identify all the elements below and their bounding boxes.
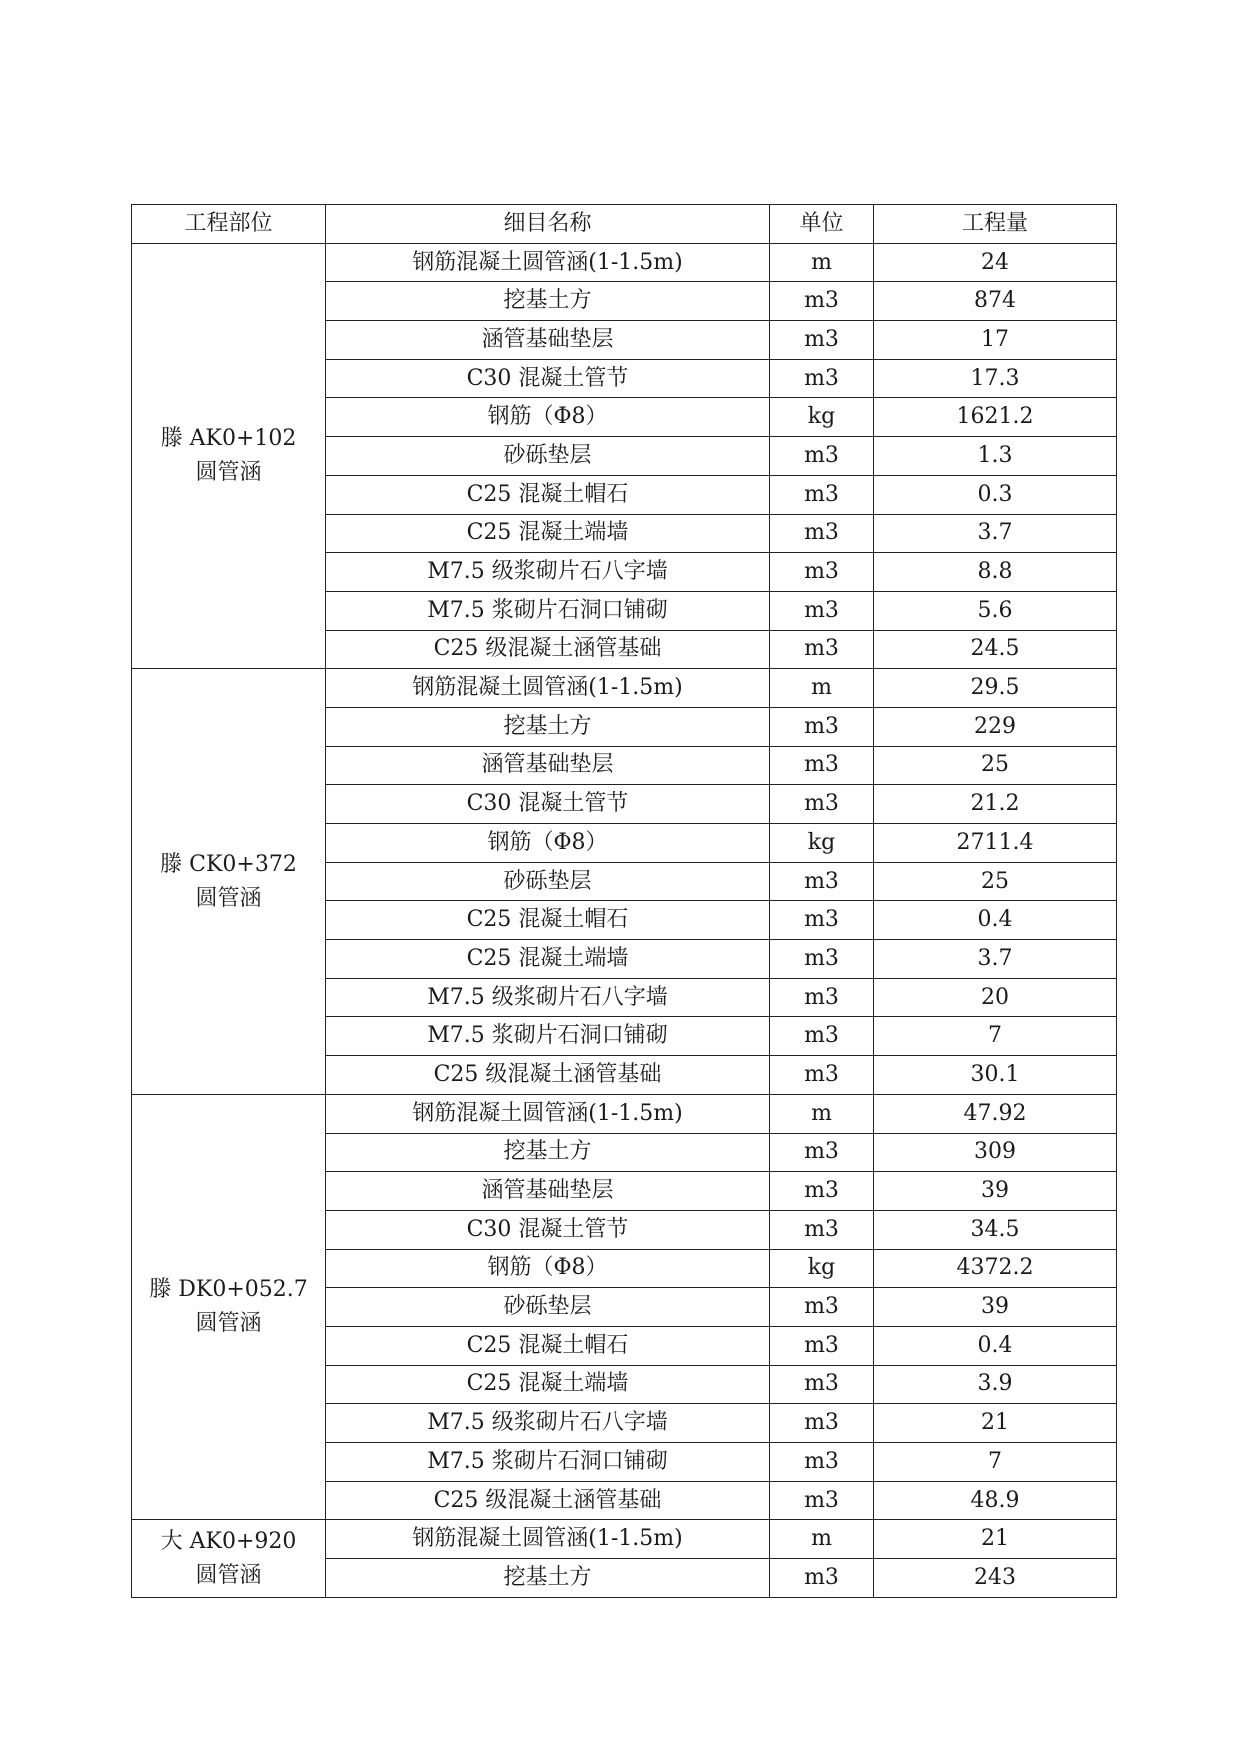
item-name-cell: C25 混凝土帽石	[326, 901, 770, 940]
unit-cell: m3	[770, 1481, 874, 1520]
header-item: 细目名称	[326, 205, 770, 244]
unit-cell: m3	[770, 707, 874, 746]
quantity-cell: 21.2	[874, 785, 1117, 824]
quantity-cell: 229	[874, 707, 1117, 746]
item-name-cell: C25 混凝土端墙	[326, 940, 770, 979]
item-name-cell: C25 级混凝土涵管基础	[326, 1481, 770, 1520]
item-name-cell: M7.5 浆砌片石洞口铺砌	[326, 1017, 770, 1056]
quantity-cell: 48.9	[874, 1481, 1117, 1520]
item-name-cell: 钢筋混凝土圆管涵(1-1.5m)	[326, 1094, 770, 1133]
quantity-cell: 20	[874, 978, 1117, 1017]
item-name-cell: M7.5 级浆砌片石八字墙	[326, 1404, 770, 1443]
quantity-cell: 29.5	[874, 669, 1117, 708]
unit-cell: m3	[770, 862, 874, 901]
project-part-cell: 滕 DK0+052.7 圆管涵	[132, 1094, 326, 1520]
unit-cell: m	[770, 243, 874, 282]
unit-cell: m3	[770, 1288, 874, 1327]
quantity-cell: 25	[874, 746, 1117, 785]
unit-cell: m3	[770, 1017, 874, 1056]
unit-cell: m3	[770, 1056, 874, 1095]
quantity-cell: 17.3	[874, 359, 1117, 398]
table-row	[132, 1094, 1117, 1133]
item-name-cell: M7.5 浆砌片石洞口铺砌	[326, 1443, 770, 1482]
unit-cell: m3	[770, 746, 874, 785]
item-name-cell: C25 混凝土端墙	[326, 1365, 770, 1404]
item-name-cell: 钢筋混凝土圆管涵(1-1.5m)	[326, 1520, 770, 1559]
item-name-cell: C30 混凝土管节	[326, 785, 770, 824]
header-unit: 单位	[770, 205, 874, 244]
unit-cell: m3	[770, 901, 874, 940]
unit-cell: kg	[770, 1249, 874, 1288]
quantity-cell: 3.7	[874, 514, 1117, 553]
project-part-cell: 大 AK0+920 圆管涵	[132, 1520, 326, 1597]
item-name-cell: 砂砾垫层	[326, 862, 770, 901]
item-name-cell: M7.5 级浆砌片石八字墙	[326, 978, 770, 1017]
item-name-cell: 涵管基础垫层	[326, 746, 770, 785]
item-name-cell: C25 级混凝土涵管基础	[326, 630, 770, 669]
item-name-cell: C25 混凝土帽石	[326, 1326, 770, 1365]
item-name-cell: 钢筋混凝土圆管涵(1-1.5m)	[326, 243, 770, 282]
project-part-cell: 滕 AK0+102 圆管涵	[132, 243, 326, 669]
item-name-cell: 钢筋（Φ8）	[326, 824, 770, 863]
item-name-cell: C30 混凝土管节	[326, 359, 770, 398]
unit-cell: m	[770, 1094, 874, 1133]
quantity-cell: 874	[874, 282, 1117, 321]
unit-cell: kg	[770, 824, 874, 863]
quantity-cell: 24.5	[874, 630, 1117, 669]
quantity-cell: 24	[874, 243, 1117, 282]
quantity-cell: 17	[874, 321, 1117, 360]
quantity-cell: 39	[874, 1288, 1117, 1327]
quantity-cell: 243	[874, 1559, 1117, 1598]
quantity-cell: 4372.2	[874, 1249, 1117, 1288]
unit-cell: m3	[770, 359, 874, 398]
item-name-cell: 砂砾垫层	[326, 437, 770, 476]
quantity-cell: 21	[874, 1404, 1117, 1443]
quantity-cell: 5.6	[874, 591, 1117, 630]
unit-cell: kg	[770, 398, 874, 437]
item-name-cell: 挖基土方	[326, 707, 770, 746]
unit-cell: m	[770, 669, 874, 708]
table-row	[132, 243, 1117, 282]
unit-cell: m3	[770, 321, 874, 360]
item-name-cell: 挖基土方	[326, 282, 770, 321]
quantity-cell: 34.5	[874, 1210, 1117, 1249]
unit-cell: m3	[770, 1133, 874, 1172]
item-name-cell: 涵管基础垫层	[326, 321, 770, 360]
quantity-table	[131, 204, 1117, 1598]
item-name-cell: 钢筋（Φ8）	[326, 1249, 770, 1288]
item-name-cell: 挖基土方	[326, 1133, 770, 1172]
item-name-cell: 涵管基础垫层	[326, 1172, 770, 1211]
table-body	[132, 243, 1117, 1597]
header-qty: 工程量	[874, 205, 1117, 244]
item-name-cell: 钢筋（Φ8）	[326, 398, 770, 437]
quantity-cell: 3.7	[874, 940, 1117, 979]
quantity-cell: 0.4	[874, 901, 1117, 940]
quantity-cell: 1621.2	[874, 398, 1117, 437]
table-row	[132, 1520, 1117, 1559]
unit-cell: m3	[770, 475, 874, 514]
quantity-cell: 25	[874, 862, 1117, 901]
unit-cell: m3	[770, 1172, 874, 1211]
item-name-cell: C30 混凝土管节	[326, 1210, 770, 1249]
unit-cell: m3	[770, 785, 874, 824]
quantity-cell: 0.3	[874, 475, 1117, 514]
quantity-cell: 47.92	[874, 1094, 1117, 1133]
unit-cell: m3	[770, 1443, 874, 1482]
quantity-cell: 7	[874, 1443, 1117, 1482]
header-part: 工程部位	[132, 205, 326, 244]
project-part-cell: 滕 CK0+372 圆管涵	[132, 669, 326, 1095]
unit-cell: m3	[770, 1404, 874, 1443]
quantity-cell: 0.4	[874, 1326, 1117, 1365]
item-name-cell: M7.5 浆砌片石洞口铺砌	[326, 591, 770, 630]
unit-cell: m3	[770, 1559, 874, 1598]
unit-cell: m3	[770, 630, 874, 669]
item-name-cell: 挖基土方	[326, 1559, 770, 1598]
quantity-cell: 39	[874, 1172, 1117, 1211]
quantity-cell: 30.1	[874, 1056, 1117, 1095]
unit-cell: m3	[770, 553, 874, 592]
unit-cell: m3	[770, 437, 874, 476]
unit-cell: m3	[770, 591, 874, 630]
item-name-cell: C25 混凝土端墙	[326, 514, 770, 553]
item-name-cell: C25 级混凝土涵管基础	[326, 1056, 770, 1095]
table-row	[132, 669, 1117, 708]
quantity-cell: 309	[874, 1133, 1117, 1172]
unit-cell: m3	[770, 940, 874, 979]
quantity-cell: 2711.4	[874, 824, 1117, 863]
quantity-cell: 7	[874, 1017, 1117, 1056]
item-name-cell: 砂砾垫层	[326, 1288, 770, 1327]
unit-cell: m3	[770, 978, 874, 1017]
quantity-cell: 8.8	[874, 553, 1117, 592]
item-name-cell: C25 混凝土帽石	[326, 475, 770, 514]
unit-cell: m3	[770, 1210, 874, 1249]
unit-cell: m	[770, 1520, 874, 1559]
unit-cell: m3	[770, 1326, 874, 1365]
unit-cell: m3	[770, 1365, 874, 1404]
header-row	[132, 205, 1117, 244]
quantity-cell: 1.3	[874, 437, 1117, 476]
item-name-cell: M7.5 级浆砌片石八字墙	[326, 553, 770, 592]
unit-cell: m3	[770, 514, 874, 553]
quantity-cell: 3.9	[874, 1365, 1117, 1404]
unit-cell: m3	[770, 282, 874, 321]
item-name-cell: 钢筋混凝土圆管涵(1-1.5m)	[326, 669, 770, 708]
quantity-cell: 21	[874, 1520, 1117, 1559]
